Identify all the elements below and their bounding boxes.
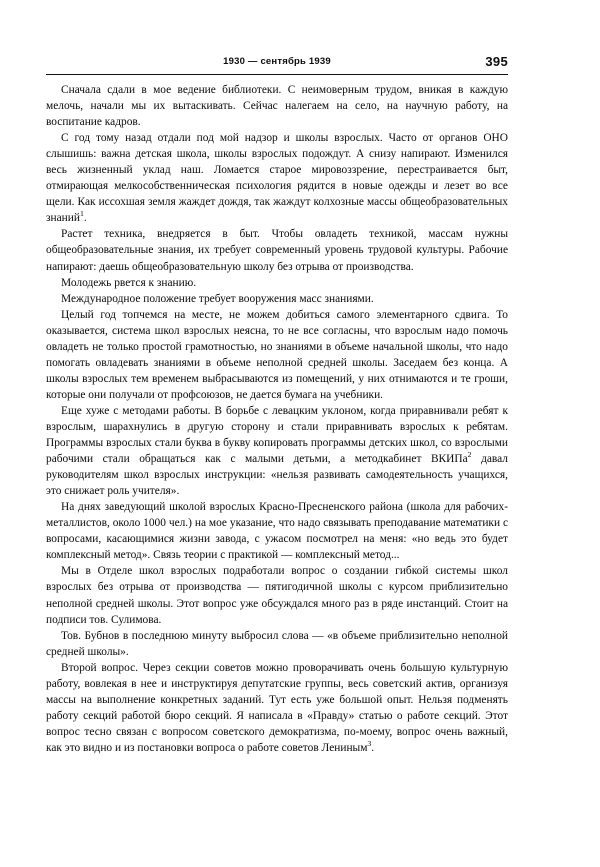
body-text-column bbox=[46, 82, 508, 756]
paragraph-text: Растет техника, внедряется в быт. Чтобы овладеть техникой, массам нужны общеобразовательные знания, их требует современный уровень трудовой культуры. Рабочие напирают: даешь общеобразовательную школу без отрыва от производства. bbox=[46, 228, 508, 273]
paragraph bbox=[46, 130, 508, 226]
footnote-marker-1: 1 bbox=[79, 209, 84, 219]
paragraph bbox=[46, 563, 508, 627]
paragraph-tail: давал руководителям школ взрослых инструкции: «нельзя развивать самодеятельность учащихся, это снижает роль учителя». bbox=[46, 453, 508, 498]
paragraph bbox=[46, 307, 508, 403]
running-head bbox=[46, 56, 508, 70]
header-rule bbox=[46, 74, 508, 75]
paragraph-text: Сначала сдали в мое ведение библиотеки. С неимоверным трудом, вникая в каждую мелочь, начали мы их вытаскивать. Сейчас налегаем на село, на научную работу, на воспитание кадров. bbox=[46, 84, 508, 129]
paragraph bbox=[46, 275, 508, 291]
paragraph bbox=[46, 660, 508, 756]
paragraph-text: Целый год топчемся на месте, не можем добиться самого элементарного сдвига. То оказывается, система школ взрослых неясна, то не все согласны, что взрослым надо помочь овладеть не только простой грамотностью, но знаниями в объеме начальной школы, что надо помогать овладевать знаниями в объеме неполной средней школы. Заседаем без конца. А школы взрослых тем временем выбрасываются из помещений, у них отнимаются и те гроши, которые они получали от профсоюзов, не дается бумага на учебники. bbox=[46, 308, 508, 401]
paragraph-text: Молодежь рвется к знанию. bbox=[61, 276, 197, 289]
running-head-title: 1930 — сентябрь 1939 bbox=[223, 56, 331, 67]
paragraph-tail: . bbox=[371, 741, 375, 754]
paragraph-text: На днях заведующий школой взрослых Красно-Пресненского района (школа для рабочих-металлистов, около 1000 чел.) на мое указание, что надо связывать преподавание математики с вопросами, касающимися жизни завода, с ужасом посмотрел на меня: «но ведь это будет комплексный метод». Связь теории с практикой — комплексный метод... bbox=[46, 501, 508, 562]
paragraph bbox=[46, 499, 508, 563]
paragraph bbox=[46, 628, 508, 660]
paragraph-text: Международное положение требует вооружения масс знаниями. bbox=[61, 292, 374, 305]
paragraph-text: С год тому назад отдали под мой надзор и школы взрослых. Часто от органов ОНО слышишь: важна детская школа, школы взрослых подождут. А снизу напирают. Изменился весь жизненный уклад наш. Ломается старое мировоззрение, перестраивается быт, отмирающая мелкособственническая психология рядится в новые одежды и лезет во все щели. Как иссохшая земля жаждет дождя, так жаждут колхозные массы общеобразовательных знаний bbox=[46, 132, 508, 225]
page-number: 395 bbox=[485, 54, 508, 69]
paragraph-text: Мы в Отделе школ взрослых подработали вопрос о создании гибкой системы школ взрослых без отрыва от производства — пятигодичной школы с курсом приблизительно неполной средней школы. Этот вопрос уже обсуждался много раз в ряде инстанций. Стоит на подписи тов. Сулимова. bbox=[46, 565, 508, 626]
paragraph bbox=[46, 291, 508, 307]
paragraph-tail: . bbox=[83, 212, 87, 225]
paragraph bbox=[46, 403, 508, 499]
paragraph-text: Еще хуже с методами работы. В борьбе с левацким уклоном, когда приравнивали ребят к взрослым, шарахнулись в другую сторону и стали приравнивать взрослых к ребятам. Программы взрослых стали буква в букву копировать программы детских школ, со взрослыми рабочими стали обращаться как с малыми детьми, а методкабинет ВКИПа bbox=[46, 404, 508, 466]
paragraph-text: Тов. Бубнов в последнюю минуту выбросил слова — «в объеме приблизительно неполной средней школы». bbox=[46, 629, 508, 658]
footnote-marker-3: 3 bbox=[367, 739, 372, 749]
paragraph-text: Второй вопрос. Через секции советов можно проворачивать очень большую культурную работу, вовлекая в нее и инструктируя депутатские группы, весь советский актив, организуя массы на выполнение конкретных заданий. Тут есть уже большой опыт. Нельзя подменять работу секций работой бюро секций. Я написала в «Правду» статью о работе секций. Этот вопрос тесно связан с вопросом советского демократизма, по-моему, вопрос очень важный, как это видно и из постановки вопроса о работе советов Лениным bbox=[46, 661, 508, 754]
footnote-marker-2: 2 bbox=[467, 450, 472, 460]
paragraph bbox=[46, 82, 508, 130]
paragraph bbox=[46, 226, 508, 274]
